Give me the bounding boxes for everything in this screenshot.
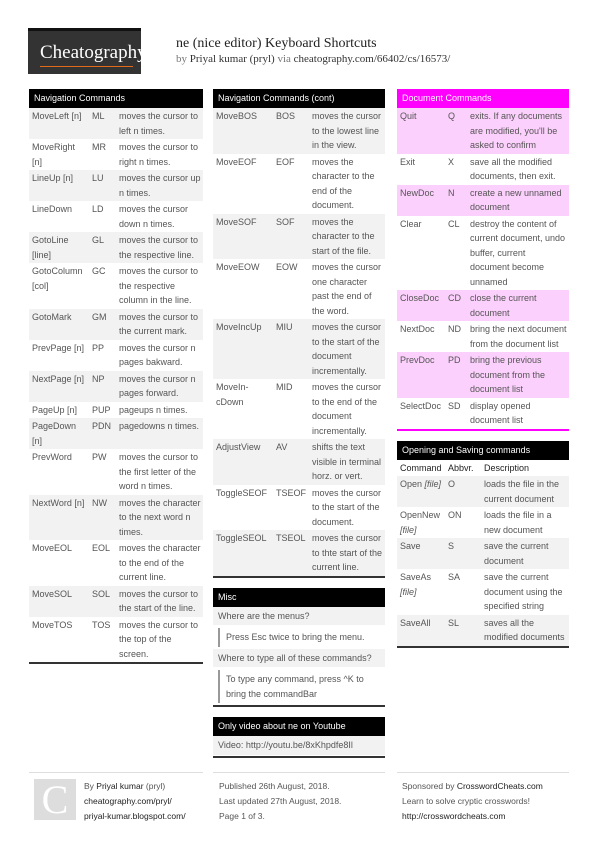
table-row <box>213 154 385 214</box>
abbreviation-cell: GM <box>89 309 116 340</box>
table-row <box>213 319 385 379</box>
abbreviation-cell: TSEOL <box>273 530 309 576</box>
abbreviation-cell: SA <box>445 569 481 615</box>
section-title: Navigation Commands <box>29 89 203 108</box>
command-cell: Clear <box>400 218 422 229</box>
table-row <box>29 402 203 419</box>
abbreviation-cell: PD <box>445 352 467 398</box>
table-row <box>397 507 569 538</box>
abbreviation-cell: PDN <box>89 418 116 449</box>
description-cell: saves all the modified documents <box>481 615 569 646</box>
command-cell: MoveEOW <box>216 262 260 272</box>
abbreviation-cell: LD <box>92 204 104 214</box>
argument: [file] <box>400 524 417 535</box>
author-avatar: C <box>34 779 76 820</box>
table-row <box>213 439 385 485</box>
description-cell: moves the character to the end of the current line. <box>119 543 201 582</box>
byline: by Priyal kumar (pryl) via cheatography.com/66402/cs/16573/ <box>176 53 451 65</box>
table-row <box>29 586 203 617</box>
sponsor-link[interactable]: CrosswordCheats.com <box>456 780 543 791</box>
cheatography-logo[interactable] <box>28 28 147 74</box>
abbreviation-cell: LU <box>89 170 116 201</box>
description-cell: moves the cursor to the start of the document. <box>312 487 382 527</box>
table-row <box>397 476 569 507</box>
abbreviation-cell: CD <box>445 290 467 321</box>
footer-sponsor: Sponsored by CrosswordCheats.com Learn to solve cryptic crosswords! http://crosswordcheats.com <box>402 780 543 821</box>
abbreviation-cell: CL <box>448 218 460 229</box>
command-cell: NextPage [n] <box>29 371 89 402</box>
footer-author: By Priyal kumar (pryl) cheatography.com/pryl/ priyal-kumar.blogspot.com/ <box>84 780 186 821</box>
description-cell: moves the cursor to left n times. <box>116 108 203 139</box>
command-cell: SelectDoc <box>400 400 442 411</box>
table-row <box>29 139 203 170</box>
abbreviation-cell: AV <box>273 439 309 485</box>
page-title: ne (nice editor) Keyboard Shortcuts <box>176 36 377 51</box>
table-row <box>397 216 569 291</box>
document-commands-section <box>397 89 569 431</box>
description-cell: pagedowns n times. <box>116 418 203 449</box>
table-row <box>29 340 203 371</box>
description-cell: moves the cursor n pages forward. <box>116 371 203 402</box>
table-row <box>29 449 203 495</box>
abbreviation-cell: MID <box>276 382 293 392</box>
argument: [file] <box>400 586 417 597</box>
command-cell: Open [file] <box>397 476 445 507</box>
table-row <box>397 108 569 154</box>
command-cell: MoveRight [n] <box>32 142 76 167</box>
opening-saving-section <box>397 441 569 648</box>
table-row <box>29 263 203 309</box>
command-cell: GotoLine [line] <box>29 232 89 263</box>
table-row <box>213 485 385 531</box>
abbreviation-cell: ML <box>89 108 116 139</box>
section-title: Misc <box>213 588 385 607</box>
table-row <box>29 495 203 541</box>
table-row <box>213 108 385 154</box>
description-cell: moves the cursor down n times. <box>119 204 189 229</box>
abbreviation-cell: SD <box>448 400 461 411</box>
footer-dates: Published 26th August, 2018. Last updated 27th August, 2018. Page 1 of 3. <box>219 780 342 821</box>
description-cell: moves the cursor to the end of the document incrementally. <box>312 382 382 436</box>
command-cell: NewDoc <box>397 185 445 216</box>
table-row <box>213 259 385 319</box>
table-row <box>29 540 203 586</box>
abbreviation-cell: TSEOF <box>276 487 307 498</box>
author-link[interactable]: Priyal kumar (pryl) <box>189 53 275 65</box>
command-cell: MoveSOF <box>213 214 273 260</box>
command-cell: CloseDoc <box>397 290 445 321</box>
section-title: Opening and Saving commands <box>397 441 569 460</box>
author-link[interactable]: Priyal kumar <box>96 780 144 791</box>
description-cell: create a new unnamed document <box>467 185 569 216</box>
sheet-url[interactable]: cheatography.com/66402/cs/16573/ <box>293 53 451 65</box>
column-header: Command <box>397 460 445 477</box>
table-row <box>213 530 385 576</box>
sponsor-url[interactable]: http://crosswordcheats.com <box>402 810 506 821</box>
description-cell: moves the cursor to the first letter of the word n times. <box>119 452 199 491</box>
command-cell: MoveSOL <box>29 586 89 617</box>
abbreviation-cell: GC <box>92 266 106 276</box>
description-cell: shifts the text visible in terminal horz. or vert. <box>309 439 385 485</box>
command-cell: OpenNew [file] <box>397 507 445 538</box>
abbreviation-cell: NP <box>89 371 116 402</box>
command-cell: NextDoc <box>400 324 435 334</box>
misc-answer: To type any command, press ^K to bring the commandBar <box>218 670 385 703</box>
command-cell: MoveTOS <box>32 619 73 630</box>
description-cell: moves the cursor to the respective line. <box>116 232 203 263</box>
description-cell: moves the cursor to the current mark. <box>116 309 203 340</box>
description-cell: moves the cursor one character past the end of the word. <box>312 262 382 316</box>
video-link[interactable]: Video: http://youtu.be/8xKhpdfe8Il <box>213 736 385 756</box>
column-header: Description <box>481 460 569 477</box>
table-row <box>29 309 203 340</box>
description-cell: pageups n times. <box>119 404 188 415</box>
table-row <box>397 290 569 321</box>
navigation-commands-cont-section <box>213 89 385 578</box>
abbreviation-cell: S <box>445 538 481 569</box>
description-cell: save all the modified documents, then exit. <box>470 156 556 181</box>
description-cell: destroy the content of current document, undo buffer, current document become unnamed <box>470 218 566 287</box>
description-cell: moves the cursor up n times. <box>116 170 203 201</box>
description-cell: exits. If any documents are modified, you'll be asked to confirm <box>467 108 569 154</box>
abbreviation-cell: X <box>448 156 455 167</box>
table-row <box>29 201 203 232</box>
table-row <box>213 379 385 439</box>
page-header <box>0 0 600 89</box>
table-row <box>397 321 569 352</box>
table-row <box>29 108 203 139</box>
misc-answer: Press Esc twice to bring the menu. <box>218 628 385 647</box>
blog-link[interactable]: priyal-kumar.blogspot.com/ <box>84 810 186 821</box>
command-cell: GotoMark <box>29 309 89 340</box>
description-cell: moves the cursor to the lowest line in the view. <box>309 108 385 154</box>
abbreviation-cell: ON <box>445 507 481 538</box>
command-cell: PageDown [n] <box>29 418 89 449</box>
table-header <box>397 460 569 477</box>
table-row <box>397 569 569 615</box>
description-cell: display opened document list <box>470 400 531 425</box>
description-cell: loads the file in a new document <box>481 507 569 538</box>
command-cell: MoveEOF <box>216 156 257 167</box>
description-cell: moves the cursor n pages bakward. <box>119 342 196 367</box>
command-cell: SaveAs [file] <box>397 569 445 615</box>
abbreviation-cell: MR <box>92 142 106 152</box>
description-cell: moves the cursor to the start of the document incrementally. <box>309 319 385 379</box>
navigation-commands-section <box>29 89 203 664</box>
profile-link[interactable]: cheatography.com/pryl/ <box>84 795 172 806</box>
description-cell: close the current document <box>467 290 569 321</box>
command-cell: AdjustView <box>213 439 273 485</box>
command-cell: ToggleSEOL <box>213 530 273 576</box>
description-cell: bring the previous document from the document list <box>467 352 569 398</box>
argument: [file] <box>424 479 442 489</box>
abbreviation-cell: PW <box>92 452 107 462</box>
table-row <box>29 418 203 449</box>
description-cell: moves the character to the start of the file. <box>309 214 385 260</box>
command-cell: MoveLeft [n] <box>29 108 89 139</box>
command-cell: SaveAll <box>397 615 445 646</box>
command-cell: Exit <box>400 156 416 167</box>
abbreviation-cell: MIU <box>273 319 309 379</box>
description-cell: moves the cursor to the top of the screen. <box>119 619 199 659</box>
section-title: Only video about ne on Youtube <box>213 717 385 736</box>
command-cell: MoveIn-cDown <box>216 382 249 407</box>
column-header: Abbvr. <box>445 460 481 477</box>
content-columns <box>29 89 600 758</box>
command-cell: PrevPage [n] <box>32 342 85 353</box>
abbreviation-cell: NW <box>89 495 116 541</box>
table-row <box>397 154 569 185</box>
abbreviation-cell: EOW <box>276 262 298 272</box>
table-row <box>397 185 569 216</box>
abbreviation-cell: GL <box>89 232 116 263</box>
command-cell: MoveBOS <box>213 108 273 154</box>
logo-text: Cheatography <box>40 42 147 63</box>
table-row <box>397 615 569 646</box>
command-cell: PrevWord <box>32 452 72 462</box>
description-cell: bring the next document from the document list <box>470 324 567 349</box>
description-cell: moves the cursor to the respective column in the line. <box>119 266 199 305</box>
table-row <box>29 371 203 402</box>
table-row <box>29 617 203 663</box>
section-title: Navigation Commands (cont) <box>213 89 385 108</box>
table-row <box>397 398 569 429</box>
command-cell: NextWord [n] <box>29 495 89 541</box>
table-row <box>29 232 203 263</box>
description-cell: moves the cursor to right n times. <box>119 142 199 167</box>
table-row <box>213 214 385 260</box>
page-footer <box>0 772 600 842</box>
command-cell: GotoColumn [col] <box>32 266 83 291</box>
command-cell: MoveEOL <box>32 543 73 553</box>
abbreviation-cell: O <box>445 476 481 507</box>
table-row <box>29 170 203 201</box>
abbreviation-cell: SL <box>445 615 481 646</box>
abbreviation-cell: TOS <box>92 619 111 630</box>
abbreviation-cell: ND <box>448 324 461 334</box>
description-cell: moves the character to the end of the document. <box>312 156 375 210</box>
command-cell: LineUp [n] <box>29 170 89 201</box>
command-cell: Save <box>397 538 445 569</box>
section-title: Document Commands <box>397 89 569 108</box>
abbreviation-cell: EOL <box>92 543 111 553</box>
misc-section <box>213 588 385 708</box>
description-cell: moves the cursor to thte start of the current line. <box>309 530 385 576</box>
table-row <box>397 352 569 398</box>
description-cell: save the current document using the specified string <box>481 569 569 615</box>
table-row <box>397 538 569 569</box>
command-cell: ToggleSEOF <box>216 487 268 498</box>
description-cell: moves the character to the next word n times. <box>116 495 203 541</box>
description-cell: moves the cursor to the start of the line. <box>116 586 203 617</box>
command-cell: Quit <box>397 108 445 154</box>
abbreviation-cell: N <box>445 185 467 216</box>
abbreviation-cell: PUP <box>92 404 111 415</box>
abbreviation-cell: PP <box>92 342 105 353</box>
abbreviation-cell: BOS <box>273 108 309 154</box>
abbreviation-cell: SOF <box>273 214 309 260</box>
video-section <box>213 717 385 758</box>
command-cell: MoveIncUp <box>213 319 273 379</box>
description-cell: loads the file in the current document <box>481 476 569 507</box>
command-cell: PrevDoc <box>397 352 445 398</box>
command-cell: PageUp [n] <box>32 404 78 415</box>
misc-question: Where are the menus? <box>213 607 385 627</box>
command-cell: LineDown <box>32 204 73 214</box>
misc-question: Where to type all of these commands? <box>213 649 385 669</box>
abbreviation-cell: SOL <box>89 586 116 617</box>
description-cell: save the current document <box>481 538 569 569</box>
abbreviation-cell: EOF <box>276 156 295 167</box>
abbreviation-cell: Q <box>445 108 467 154</box>
